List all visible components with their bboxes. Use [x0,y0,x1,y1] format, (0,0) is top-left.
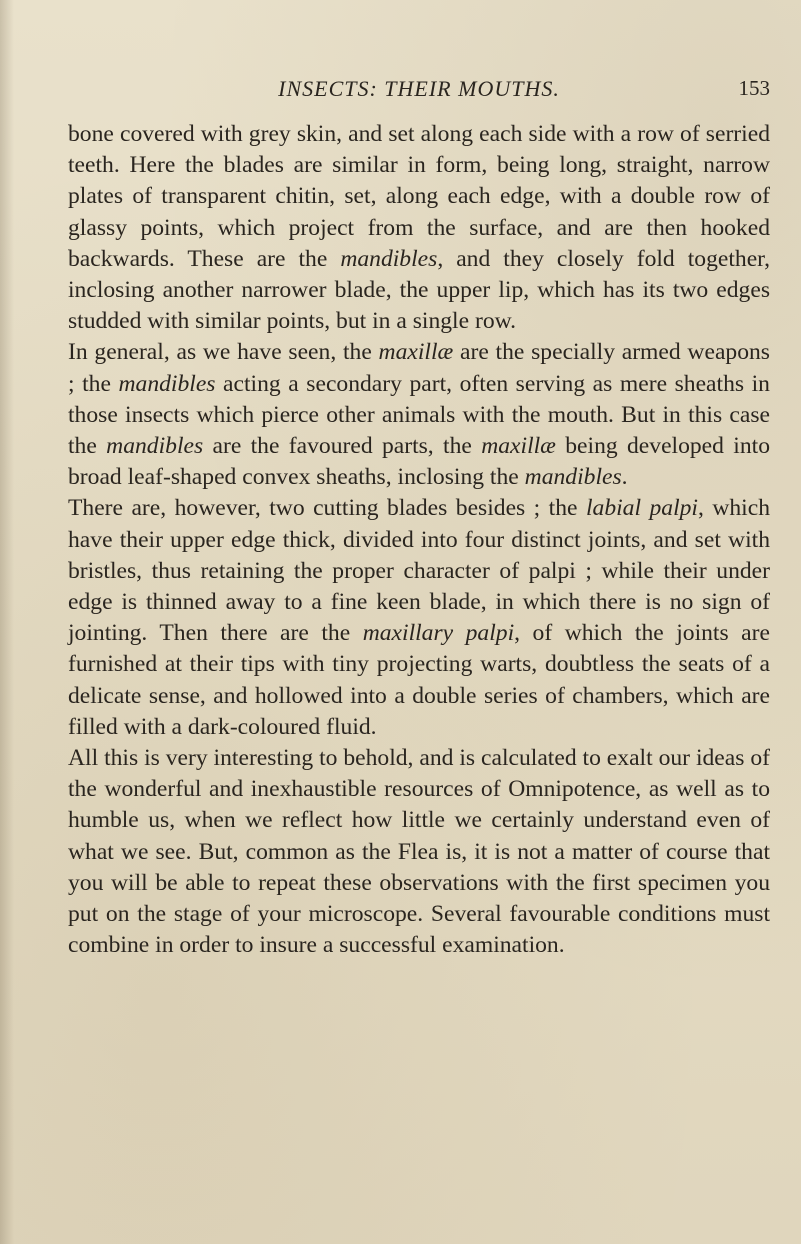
running-title: INSECTS: THEIR MOUTHS. [278,76,560,101]
running-head [68,76,770,106]
text-run: acting a secondary part, often serving as mere sheaths in those insects which pierce other animals with the mouth. But in this case the [68,370,770,460]
text-run: are the favoured parts, the [203,433,482,460]
italic-term: maxillæ [481,433,556,460]
italic-term: mandibles [340,245,438,272]
text-run: , which have their upper edge thick, divided into four distinct joints, and set with bristles, thus retaining the proper character of palpi ; while their under edge is thinned away to a fine keen blade, in which there is no sign of jointing. Then there are the [68,495,770,647]
italic-term: mandibles [524,464,622,491]
text-run: , of which the joints are furnished at their tips with tiny projecting warts, doubtless the seats of a delicate sense, and hollowed into a double series of chambers, which are filled with a dark-coloured fluid. [68,620,770,740]
paragraph-1 [68,119,770,337]
text-run: bone covered with grey skin, and set along each side with a row of serried teeth. Here the blades are similar in form, being long, straight, narrow plates of transparent chitin, set, along each edge, with a double row of glassy points, which project from the surface, and are then hooked backwards. These are the [68,121,770,272]
text-run: All this is very interesting to behold, and is calculated to exalt our ideas of the wonderful and inexhaustible resources of Omnipotence, as well as to humble us, when we reflect how little we certainly understand even of what we see. But, common as the Flea is, it is not a matter of course that you will be able to repeat these observations with the first specimen you put on the stage of your microscope. Several favourable conditions must combine in order to insure a successful examination. [68,745,770,959]
page-number: 153 [738,76,770,100]
text-run: There are, however, two cutting blades besides ; the [68,495,586,522]
body-text [68,119,770,961]
text-run: being developed into broad leaf-shaped convex sheaths, inclosing the [68,433,770,491]
paragraph-2 [68,337,770,493]
paragraph-4 [68,743,770,961]
italic-term: mandibles [106,433,204,460]
text-run: are the specially armed weapons ; the [68,339,770,397]
italic-term: mandibles [118,370,216,397]
italic-term: labial palpi [585,495,698,522]
italic-term: maxillary palpi [362,620,515,647]
text-run: . [621,464,628,491]
text-run: In general, as we have seen, the [68,339,379,366]
text-run: , and they closely fold together, inclosing another narrower blade, the upper lip, which has its two edges studded with similar points, but in a single row. [68,245,770,335]
paragraph-3 [68,493,770,743]
binding-shadow [0,0,14,1244]
italic-term: maxillæ [378,339,454,366]
